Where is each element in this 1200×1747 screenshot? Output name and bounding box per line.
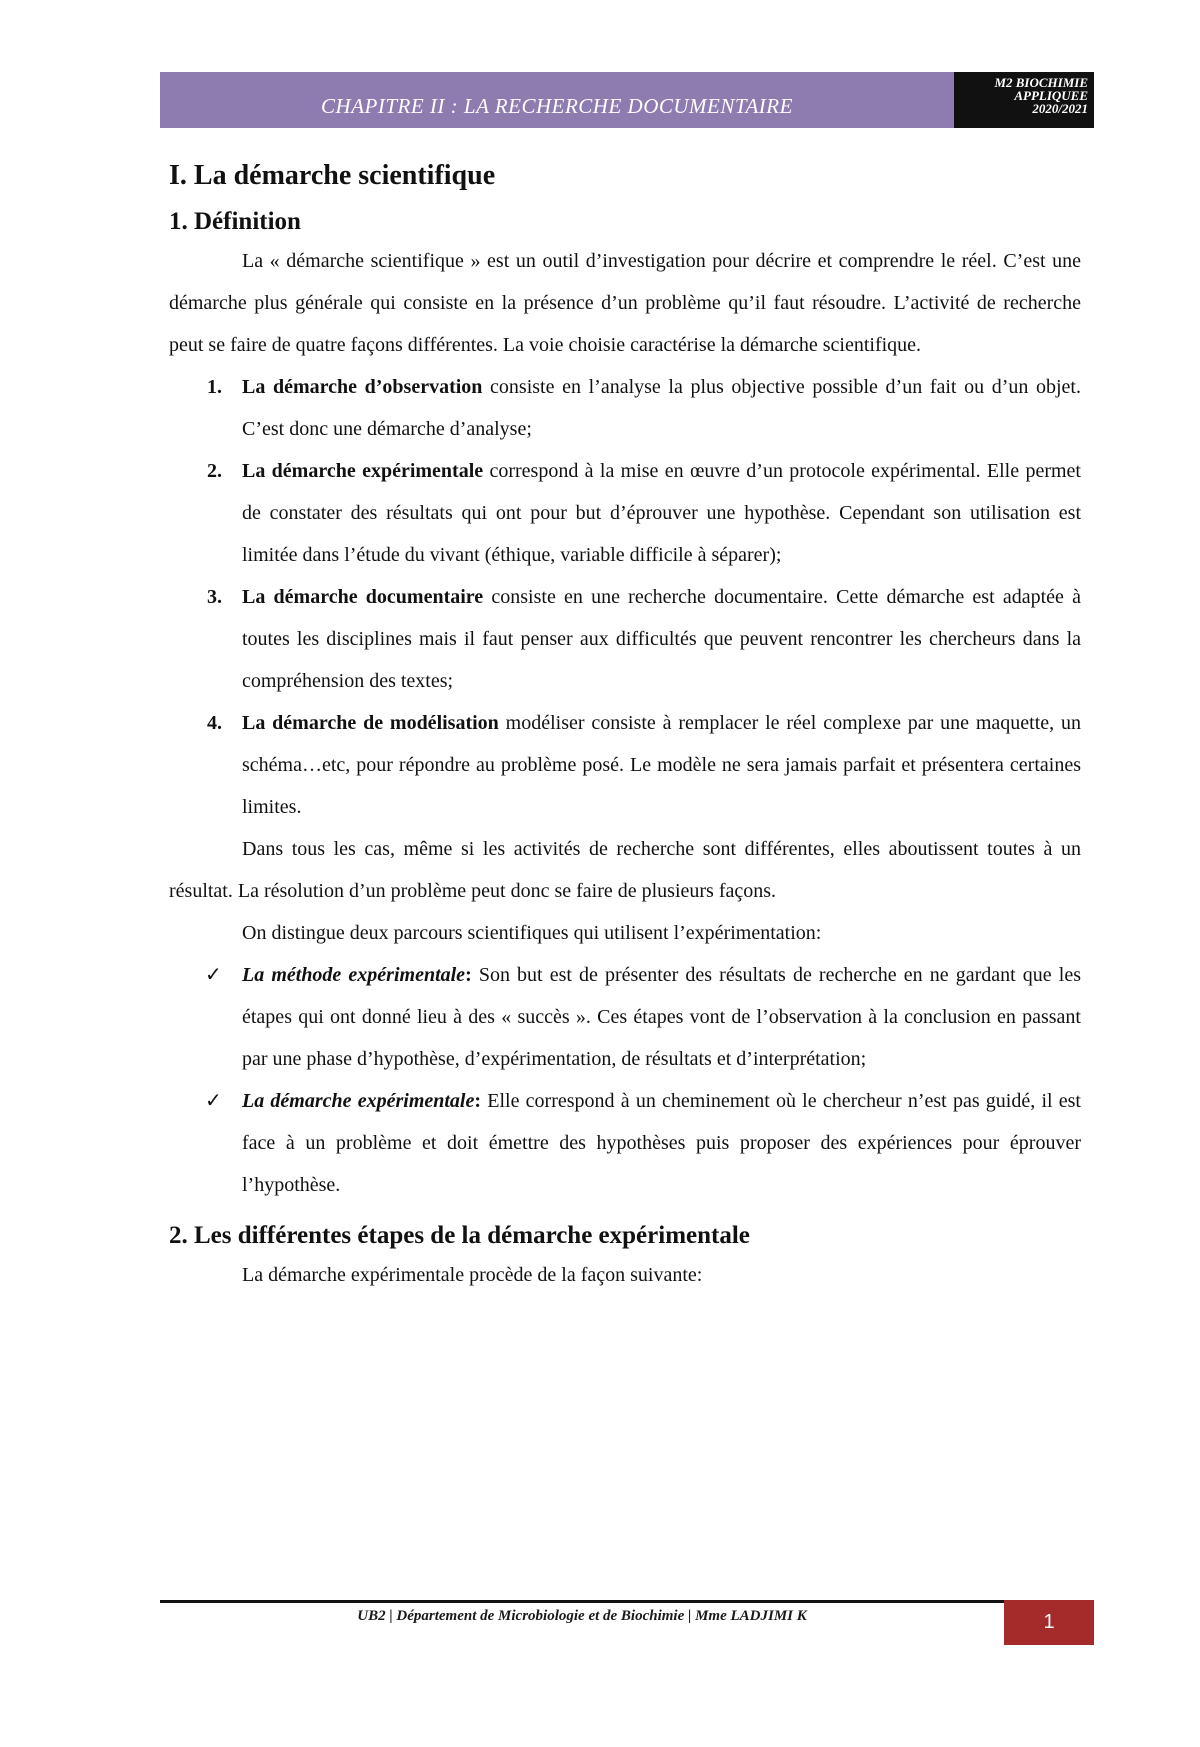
item-term: La démarche d’observation xyxy=(242,376,483,398)
item-number: 4. xyxy=(207,712,222,734)
item-text: consiste en une recherche documentaire. Cette démarche est adaptée à toutes les disciplines mais il faut penser aux difficultés que peuvent rencontrer les chercheurs dans la compréhension des textes; xyxy=(242,586,1081,692)
item-text: Son but est de présenter des résultats de recherche en ne gardant que les étapes qui ont donné lieu à des « succès ». Ces étapes vont de l’observation à la conclusion en passant par une phase d’hypothèse, d’expérimentation, de résultats et d’interprétation; xyxy=(242,964,1081,1070)
item-term: La démarche de modélisation xyxy=(242,712,499,734)
item-text: consiste en l’analyse la plus objective possible d’un fait ou d’un objet. C’est donc une démarche d’analyse; xyxy=(242,376,1081,440)
course-speciality: APPLIQUEE xyxy=(1014,88,1088,103)
paths-intro: On distingue deux parcours scientifiques qui utilisent l’expérimentation: xyxy=(242,922,822,944)
subsection-definition: 1. Définition xyxy=(169,208,301,235)
document-body xyxy=(169,150,1081,1296)
item-colon: : xyxy=(474,1090,488,1112)
page-header xyxy=(160,72,1094,128)
item-text: Elle correspond à un cheminement où le chercheur n’est pas guidé, il est face à un problème et doit émettre des hypothèses puis proposer des expériences pour éprouver l’hypothèse. xyxy=(242,1090,1081,1196)
item-number: 2. xyxy=(207,460,222,482)
item-colon: : xyxy=(465,964,479,986)
list-item xyxy=(169,702,1081,828)
section-heading: I. La démarche scientifique xyxy=(169,160,496,191)
course-badge xyxy=(954,72,1094,128)
academic-year: 2020/2021 xyxy=(1032,101,1088,116)
summary-paragraph: Dans tous les cas, même si les activités de recherche sont différentes, elles aboutissent toutes à un résultat. La résolution d’un problème peut donc se faire de plusieurs façons. xyxy=(169,838,1081,902)
header-banner xyxy=(160,72,954,128)
item-text: correspond à la mise en œuvre d’un protocole expérimental. Elle permet de constater des résultats qui ont pour but d’éprouver une hypothèse. Cependant son utilisation est limitée dans l’étude du vivant (éthique, variable difficile à séparer); xyxy=(242,460,1081,566)
item-term: La démarche documentaire xyxy=(242,586,484,608)
paths-list xyxy=(169,954,1081,1206)
check-icon: ✓ xyxy=(205,964,222,986)
footer-rule xyxy=(160,1600,1004,1603)
chapter-title: CHAPITRE II : LA RECHERCHE DOCUMENTAIRE xyxy=(321,93,793,118)
item-term: La démarche expérimentale xyxy=(242,460,484,482)
approach-list xyxy=(169,366,1081,828)
check-icon: ✓ xyxy=(205,1090,222,1112)
footer-text: UB2 | Département de Microbiologie et de Biochimie | Mme LADJIMI K xyxy=(357,1608,807,1624)
steps-intro: La démarche expérimentale procède de la façon suivante: xyxy=(242,1264,703,1286)
intro-paragraph: La « démarche scientifique » est un outil d’investigation pour décrire et comprendre le réel. C’est une démarche plus générale qui consiste en la présence d’un problème qu’il faut résoudre. L’activité de recherche peut se faire de quatre façons différentes. La voie choisie caractérise la démarche scientifique. xyxy=(169,250,1081,356)
course-level: M2 BIOCHIMIE xyxy=(994,75,1088,90)
subsection-steps: 2. Les différentes étapes de la démarche expérimentale xyxy=(169,1222,750,1249)
list-item xyxy=(169,576,1081,702)
item-term: La méthode expérimentale xyxy=(242,964,466,986)
item-number: 3. xyxy=(207,586,222,608)
item-term: La démarche expérimentale xyxy=(242,1090,475,1112)
item-number: 1. xyxy=(207,376,222,398)
list-item xyxy=(169,954,1081,1080)
list-item xyxy=(169,450,1081,576)
list-item xyxy=(169,1080,1081,1206)
item-text: modéliser consiste à remplacer le réel complexe par une maquette, un schéma…etc, pour répondre au problème posé. Le modèle ne sera jamais parfait et présentera certaines limites. xyxy=(242,712,1082,818)
page-number: 1 xyxy=(1004,1600,1094,1645)
list-item xyxy=(169,366,1081,450)
